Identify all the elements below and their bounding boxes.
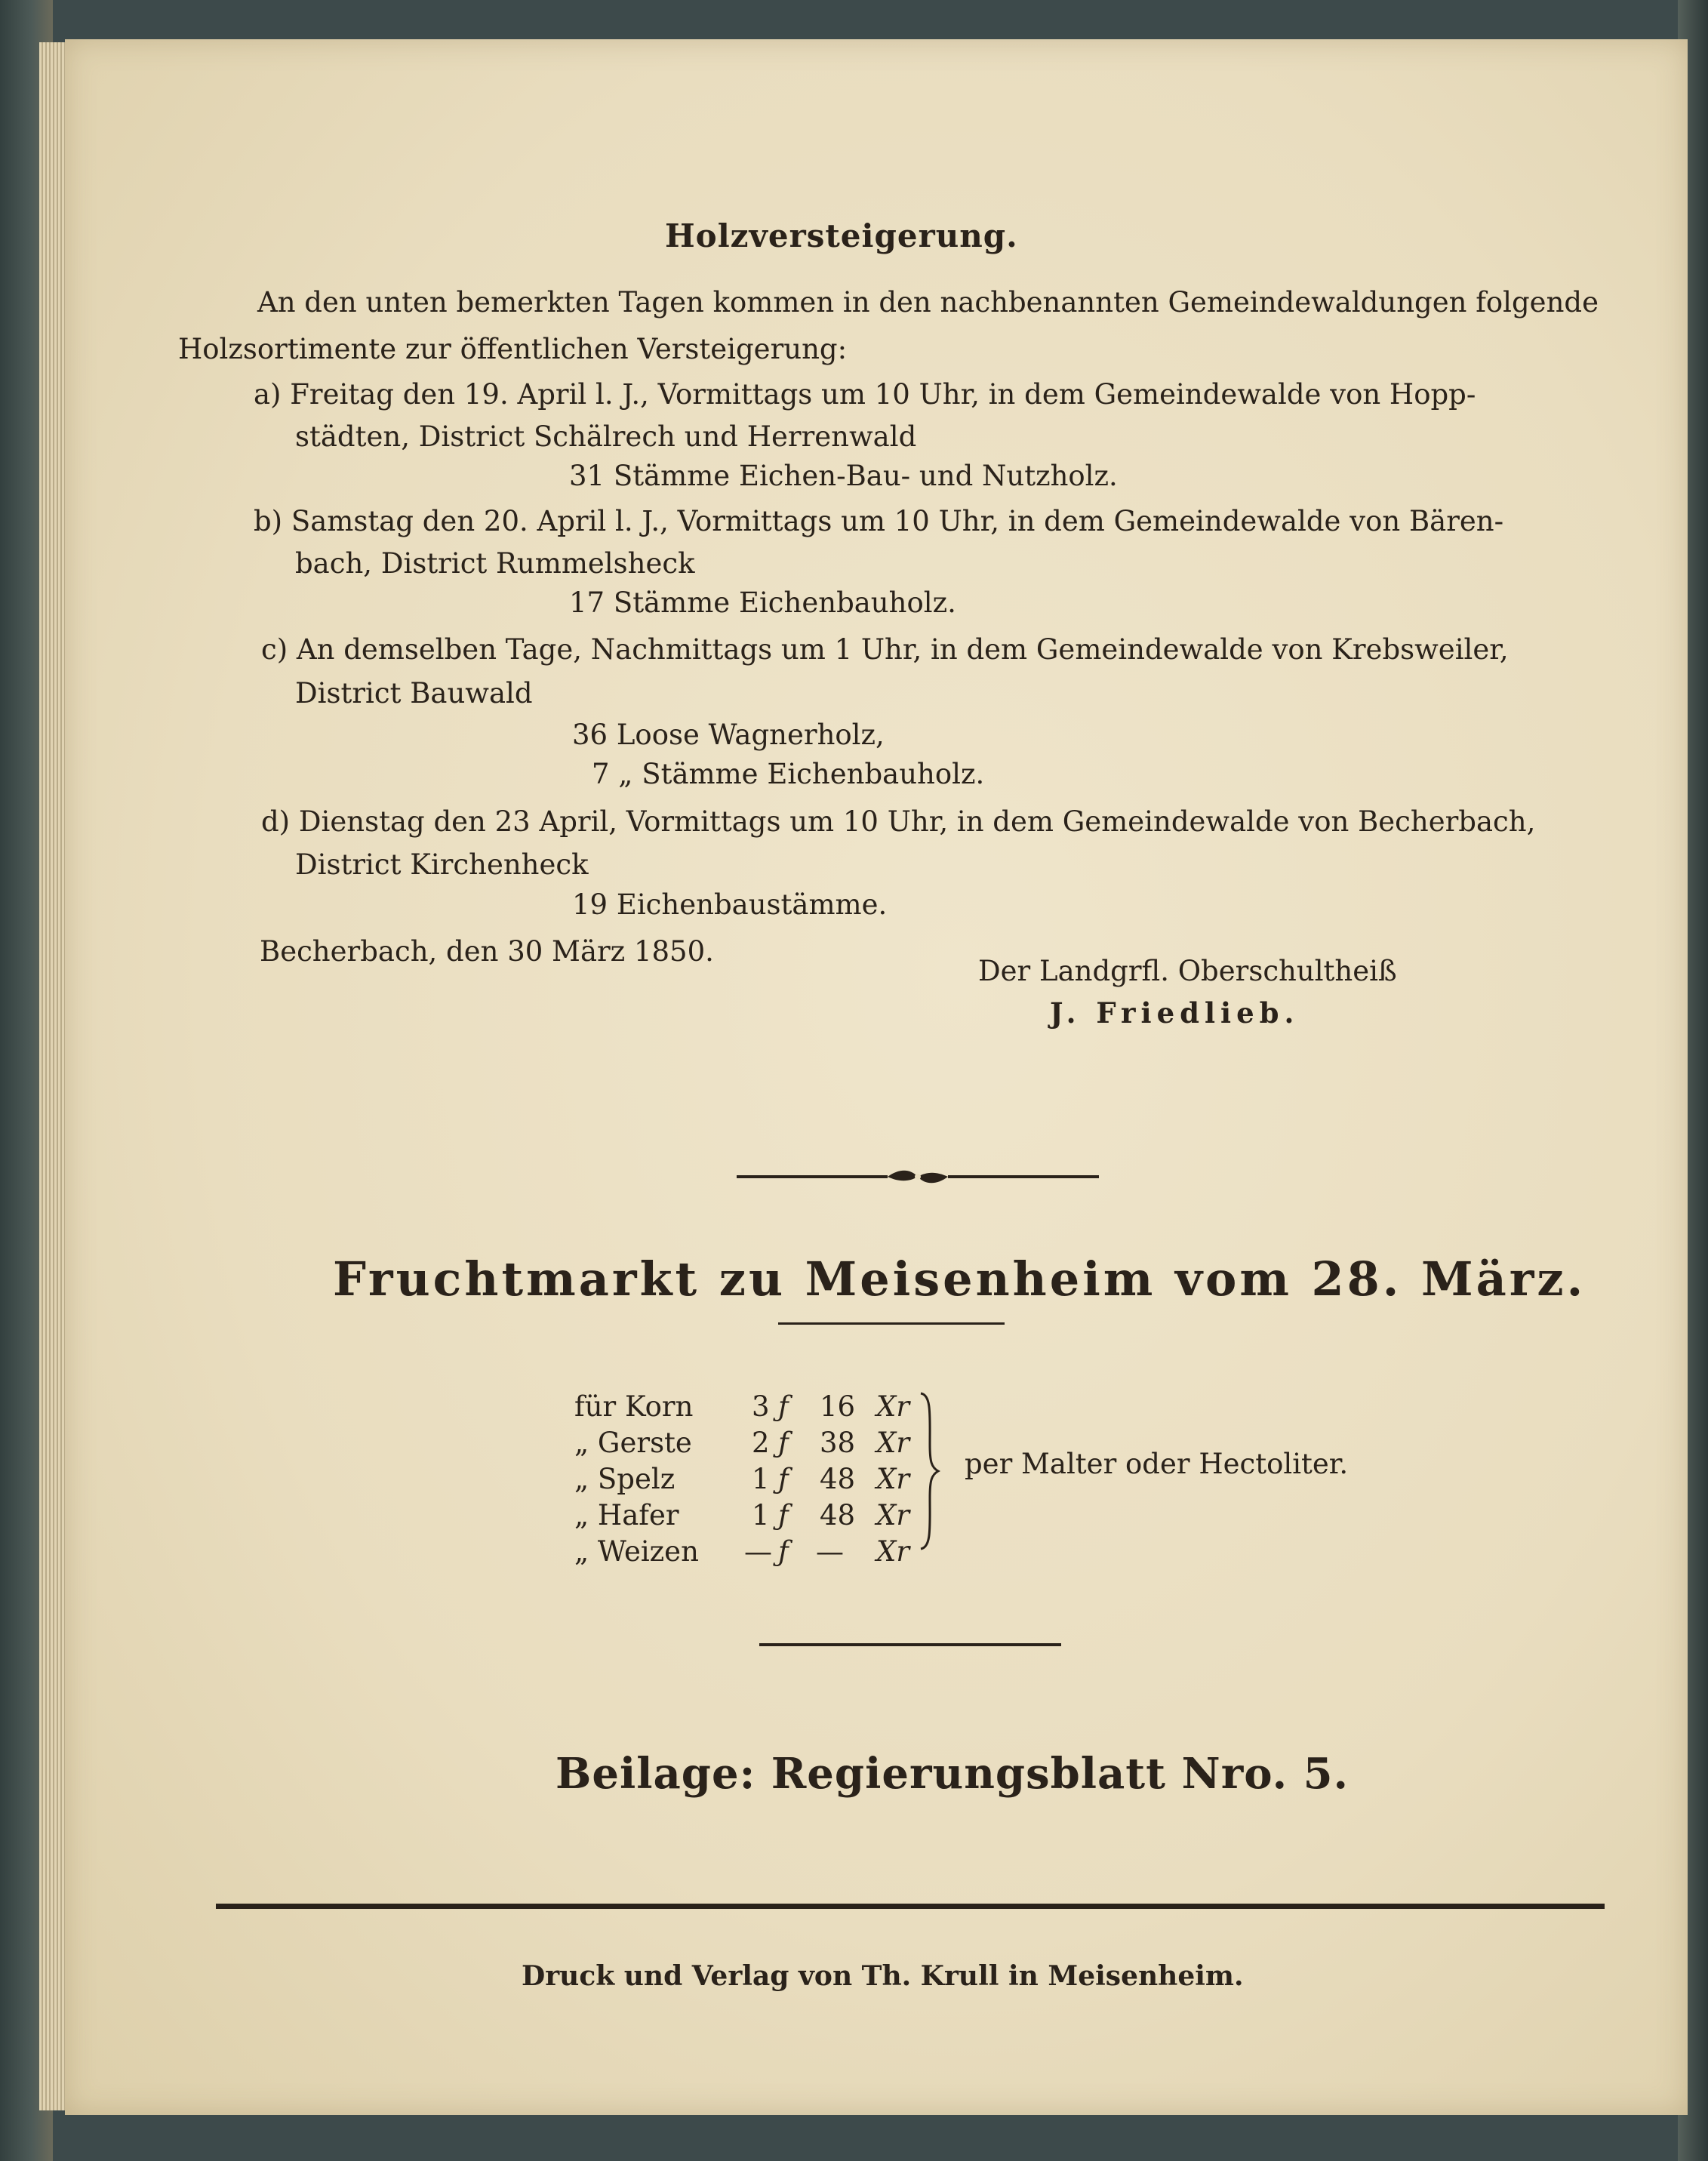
kreuzer-value: — [816, 1535, 844, 1568]
auction-intro-line-2: Holzsortimente zur öffentlichen Versteigerung: [178, 333, 848, 365]
kreuzer-value: 16 [820, 1390, 856, 1423]
gulden-sign: ƒ [778, 1390, 789, 1423]
kreuzer-sign: Xr [876, 1390, 910, 1423]
gulden-sign: ƒ [778, 1499, 789, 1531]
kreuzer-sign: Xr [876, 1499, 910, 1531]
auction-item-d-lot-1: 19 Eichenbaustämme. [572, 888, 888, 921]
market-title: Fruchtmarkt zu Meisenheim vom 28. März. [333, 1251, 1586, 1307]
auction-item-c-lot-2: 7 „ Stämme Eichenbauholz. [592, 758, 985, 790]
document-page [65, 39, 1688, 2115]
kreuzer-sign: Xr [876, 1463, 910, 1495]
auction-item-d-line-1: d) Dienstag den 23 April, Vormittags um 10 Uhr, in dem Gemeindewalde von Becherbach, [261, 805, 1536, 838]
right-brace [918, 1392, 940, 1550]
kreuzer-value: 48 [820, 1499, 856, 1531]
auction-item-b-line-1: b) Samstag den 20. April l. J., Vormittags um 10 Uhr, in dem Gemeindewalde von Bären- [254, 505, 1504, 537]
auction-signature-name: J. Friedlieb. [1050, 996, 1300, 1030]
auction-place-date: Becherbach, den 30 März 1850. [260, 935, 714, 968]
auction-item-a-line-1: a) Freitag den 19. April l. J., Vormittags um 10 Uhr, in dem Gemeindewalde von Hopp- [254, 378, 1476, 411]
imprint: Druck und Verlag von Th. Krull in Meisenheim. [522, 1960, 1244, 1992]
auction-item-c-line-2: District Bauwald [295, 677, 533, 710]
gulden-value: 1 [752, 1463, 770, 1495]
gulden-value: 3 [752, 1390, 770, 1423]
auction-item-a-lot-1: 31 Stämme Eichen-Bau- und Nutzholz. [569, 460, 1118, 492]
auction-item-b-line-2: bach, District Rummelsheck [295, 547, 695, 580]
gulden-value: 2 [752, 1427, 770, 1459]
kreuzer-sign: Xr [876, 1535, 910, 1568]
unit-note: per Malter oder Hectoliter. [965, 1448, 1349, 1480]
grain-label: „ Spelz [574, 1463, 676, 1495]
kreuzer-value: 48 [820, 1463, 856, 1495]
grain-label: „ Gerste [574, 1427, 692, 1459]
kreuzer-value: 38 [820, 1427, 856, 1459]
auction-item-c-lot-1: 36 Loose Wagnerholz, [572, 719, 885, 751]
footer-rule [216, 1904, 1605, 1909]
gulden-sign: ƒ [778, 1427, 789, 1459]
auction-intro-line-1: An den unten bemerkten Tagen kommen in den nachbenannten Gemeindewaldungen folgende [257, 286, 1599, 319]
grain-label: „ Weizen [574, 1535, 699, 1568]
gulden-value: 1 [752, 1499, 770, 1531]
market-title-rule [778, 1322, 1005, 1325]
auction-item-a-line-2: städten, District Schälrech und Herrenwald [295, 420, 917, 453]
gulden-value: — [744, 1535, 772, 1568]
grain-label: für Korn [574, 1390, 694, 1423]
auction-title: Holzversteigerung. [665, 217, 1018, 254]
auction-signature-title: Der Landgrfl. Oberschultheiß [978, 955, 1397, 987]
auction-item-d-line-2: District Kirchenheck [295, 848, 589, 881]
grain-label: „ Hafer [574, 1499, 679, 1531]
supplement-note: Beilage: Regierungsblatt Nro. 5. [555, 1749, 1349, 1799]
kreuzer-sign: Xr [876, 1427, 910, 1459]
auction-item-b-lot-1: 17 Stämme Eichenbauholz. [569, 586, 956, 619]
ornamental-divider [737, 1167, 1099, 1187]
gulden-sign: ƒ [778, 1535, 789, 1568]
section-divider [759, 1643, 1061, 1646]
gulden-sign: ƒ [778, 1463, 789, 1495]
auction-item-c-line-1: c) An demselben Tage, Nachmittags um 1 Uhr, in dem Gemeindewalde von Krebsweiler, [261, 633, 1509, 666]
